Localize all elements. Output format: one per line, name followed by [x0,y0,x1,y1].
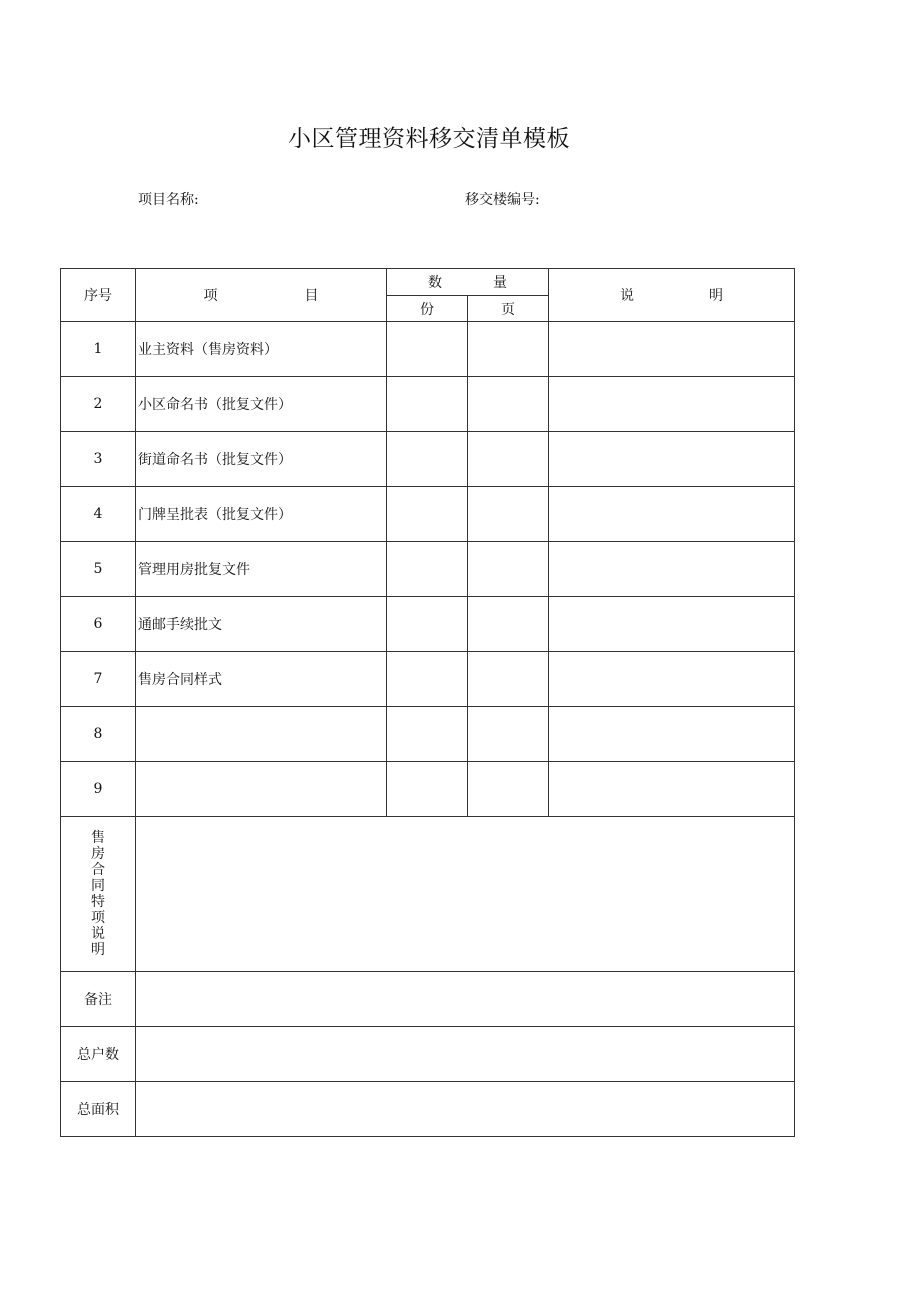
total-households-row [61,1027,795,1082]
row-pages-cell[interactable] [468,762,549,817]
row-seq: 5 [61,542,136,597]
row-pages-cell[interactable] [468,487,549,542]
row-item: 售房合同样式 [136,652,387,707]
row-copies-cell[interactable] [387,597,468,652]
row-seq: 1 [61,322,136,377]
row-seq: 4 [61,487,136,542]
table-row [61,542,795,597]
remarks-row [61,972,795,1027]
row-description-cell[interactable] [549,707,795,762]
header-quantity [387,269,549,296]
table-row [61,432,795,487]
row-item: 门牌呈批表（批复文件） [136,487,387,542]
table-row [61,762,795,817]
table-row [61,487,795,542]
row-item: 通邮手续批文 [136,597,387,652]
row-pages-cell[interactable] [468,597,549,652]
row-copies-cell[interactable] [387,377,468,432]
row-item[interactable] [136,707,387,762]
row-description-cell[interactable] [549,597,795,652]
header-seq: 序号 [61,269,136,322]
project-name-label: 项目名称: [138,192,199,208]
row-description-cell[interactable] [549,322,795,377]
total-households-label: 总户数 [61,1027,136,1082]
header-item-a: 项 [203,288,218,304]
header-quantity-a: 数 [428,275,443,291]
total-area-cell[interactable] [136,1082,795,1137]
header-copies: 份 [387,296,468,322]
row-description-cell[interactable] [549,762,795,817]
row-copies-cell[interactable] [387,762,468,817]
header-quantity-b: 量 [492,275,507,291]
row-copies-cell[interactable] [387,652,468,707]
remarks-label: 备注 [61,972,136,1027]
row-pages-cell[interactable] [468,322,549,377]
row-pages-cell[interactable] [468,707,549,762]
row-pages-cell[interactable] [468,377,549,432]
handover-table [60,268,795,1137]
header-desc-a: 说 [620,288,635,304]
row-item: 业主资料（售房资料） [136,322,387,377]
special-notes-row [61,817,795,972]
building-number-label: 移交楼编号: [465,192,540,208]
row-pages-cell[interactable] [468,652,549,707]
special-notes-cell[interactable] [136,817,795,972]
row-pages-cell[interactable] [468,542,549,597]
row-copies-cell[interactable] [387,542,468,597]
row-seq: 3 [61,432,136,487]
row-copies-cell[interactable] [387,707,468,762]
row-seq: 6 [61,597,136,652]
header-pages: 页 [468,296,549,322]
row-description-cell[interactable] [549,652,795,707]
row-seq: 8 [61,707,136,762]
row-item: 管理用房批复文件 [136,542,387,597]
header-description [549,269,795,322]
total-area-label: 总面积 [61,1082,136,1137]
header-desc-b: 明 [708,288,723,304]
header-row [61,269,795,296]
table-row [61,377,795,432]
row-description-cell[interactable] [549,487,795,542]
row-description-cell[interactable] [549,432,795,487]
row-description-cell[interactable] [549,542,795,597]
header-item-b: 目 [304,288,319,304]
table-row [61,597,795,652]
row-item: 小区命名书（批复文件） [136,377,387,432]
total-area-row [61,1082,795,1137]
row-seq: 2 [61,377,136,432]
header-item [136,269,387,322]
row-copies-cell[interactable] [387,487,468,542]
row-seq: 7 [61,652,136,707]
remarks-cell[interactable] [136,972,795,1027]
row-pages-cell[interactable] [468,432,549,487]
row-seq: 9 [61,762,136,817]
row-description-cell[interactable] [549,377,795,432]
table-row [61,707,795,762]
table-row [61,322,795,377]
row-copies-cell[interactable] [387,432,468,487]
table-row [61,652,795,707]
total-households-cell[interactable] [136,1027,795,1082]
page-title: 小区管理资料移交清单模板 [288,126,570,152]
row-item: 街道命名书（批复文件） [136,432,387,487]
special-notes-label: 售 房 合 同 特 项 说 明 [61,817,136,972]
row-item[interactable] [136,762,387,817]
row-copies-cell[interactable] [387,322,468,377]
